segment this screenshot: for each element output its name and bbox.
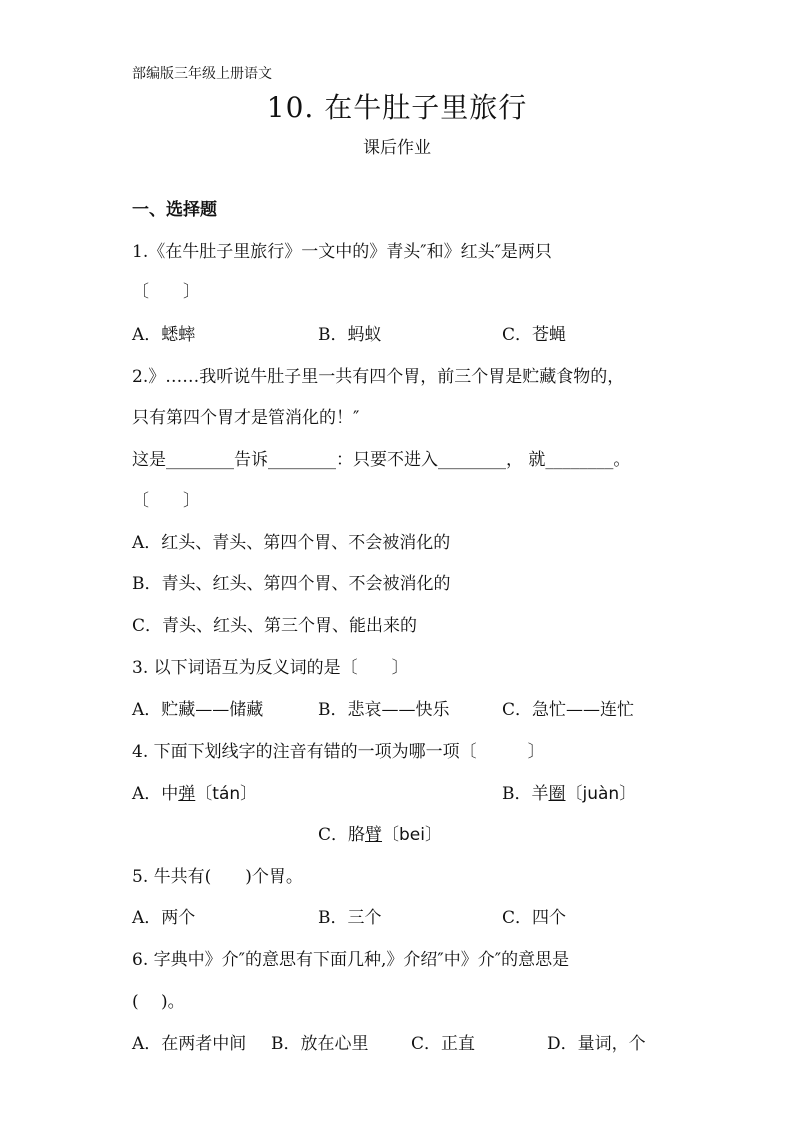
header-note: 部编版三年级上册语文: [132, 66, 272, 82]
q1-paren: 〔 〕: [132, 282, 200, 302]
q4-option-b-prefix: B．羊: [502, 784, 549, 804]
q1-option-b: B．蚂蚁: [318, 325, 382, 345]
q4-option-c: [318, 820, 442, 845]
q2-option-b: B．青头、红头、第四个胃、不会被消化的: [132, 574, 451, 594]
q4-option-c-prefix: C．胳: [318, 825, 366, 845]
q2-option-c: C．青头、红头、第三个胃、能出来的: [132, 616, 418, 636]
q3-option-b: B．悲哀——快乐: [318, 700, 450, 720]
q2-stem-line3: 这是________告诉________：只要不进入________， 就________。: [132, 450, 631, 470]
q3-stem: 3. 以下词语互为反义词的是〔 〕: [132, 658, 409, 678]
q4-option-a-char: 弹: [178, 784, 196, 804]
q6-stem-line2: ( )。: [132, 992, 185, 1012]
q5-option-b: B．三个: [318, 908, 382, 928]
q6-option-a: A．在两者中间: [132, 1034, 247, 1054]
q2-stem-line1: 2.》……我听说牛肚子里一共有四个胃，前三个胃是贮藏食物的，: [132, 367, 625, 387]
q5-option-c: C．四个: [502, 908, 567, 928]
page-subtitle: 课后作业: [363, 138, 431, 158]
q2-option-a: A．红头、青头、第四个胃、不会被消化的: [132, 533, 451, 553]
q4-option-b-pinyin: 〔juàn〕: [565, 784, 637, 804]
q4-option-a-prefix: A．中: [132, 784, 179, 804]
q4-option-a-pinyin: 〔tán〕: [195, 784, 258, 804]
q4-option-b: [502, 779, 636, 804]
q4-option-c-char: 臂: [365, 825, 383, 845]
q4-option-a: [132, 779, 257, 804]
q4-option-b-char: 圈: [548, 784, 566, 804]
q2-stem-line2: 只有第四个胃才是管消化的！″: [132, 408, 360, 428]
q1-stem: 1.《在牛肚子里旅行》一文中的》青头″和》红头″是两只: [132, 242, 552, 262]
q4-option-c-pinyin: 〔bei〕: [382, 825, 442, 845]
q4-stem: 4. 下面下划线字的注音有错的一项为哪一项〔 〕: [132, 742, 545, 762]
q5-option-a: A．两个: [132, 908, 196, 928]
section-title: 一、选择题: [132, 200, 217, 220]
q6-stem-line1: 6. 字典中》介″的意思有下面几种,》介绍″中》介″的意思是: [132, 950, 570, 970]
q6-option-c: C．正直: [411, 1034, 476, 1054]
page-title: 10. 在牛肚子里旅行: [266, 91, 528, 124]
q1-option-c: C．苍蝇: [502, 325, 567, 345]
q2-paren: 〔 〕: [132, 491, 200, 511]
q6-option-d: D．量词，个: [547, 1034, 646, 1054]
q3-option-c: C．急忙——连忙: [502, 700, 635, 720]
q6-option-b: B．放在心里: [271, 1034, 369, 1054]
q3-option-a: A．贮藏——储藏: [132, 700, 264, 720]
q5-stem: 5. 牛共有( )个胃。: [132, 867, 303, 887]
q1-option-a: A．蟋蟀: [132, 325, 196, 345]
